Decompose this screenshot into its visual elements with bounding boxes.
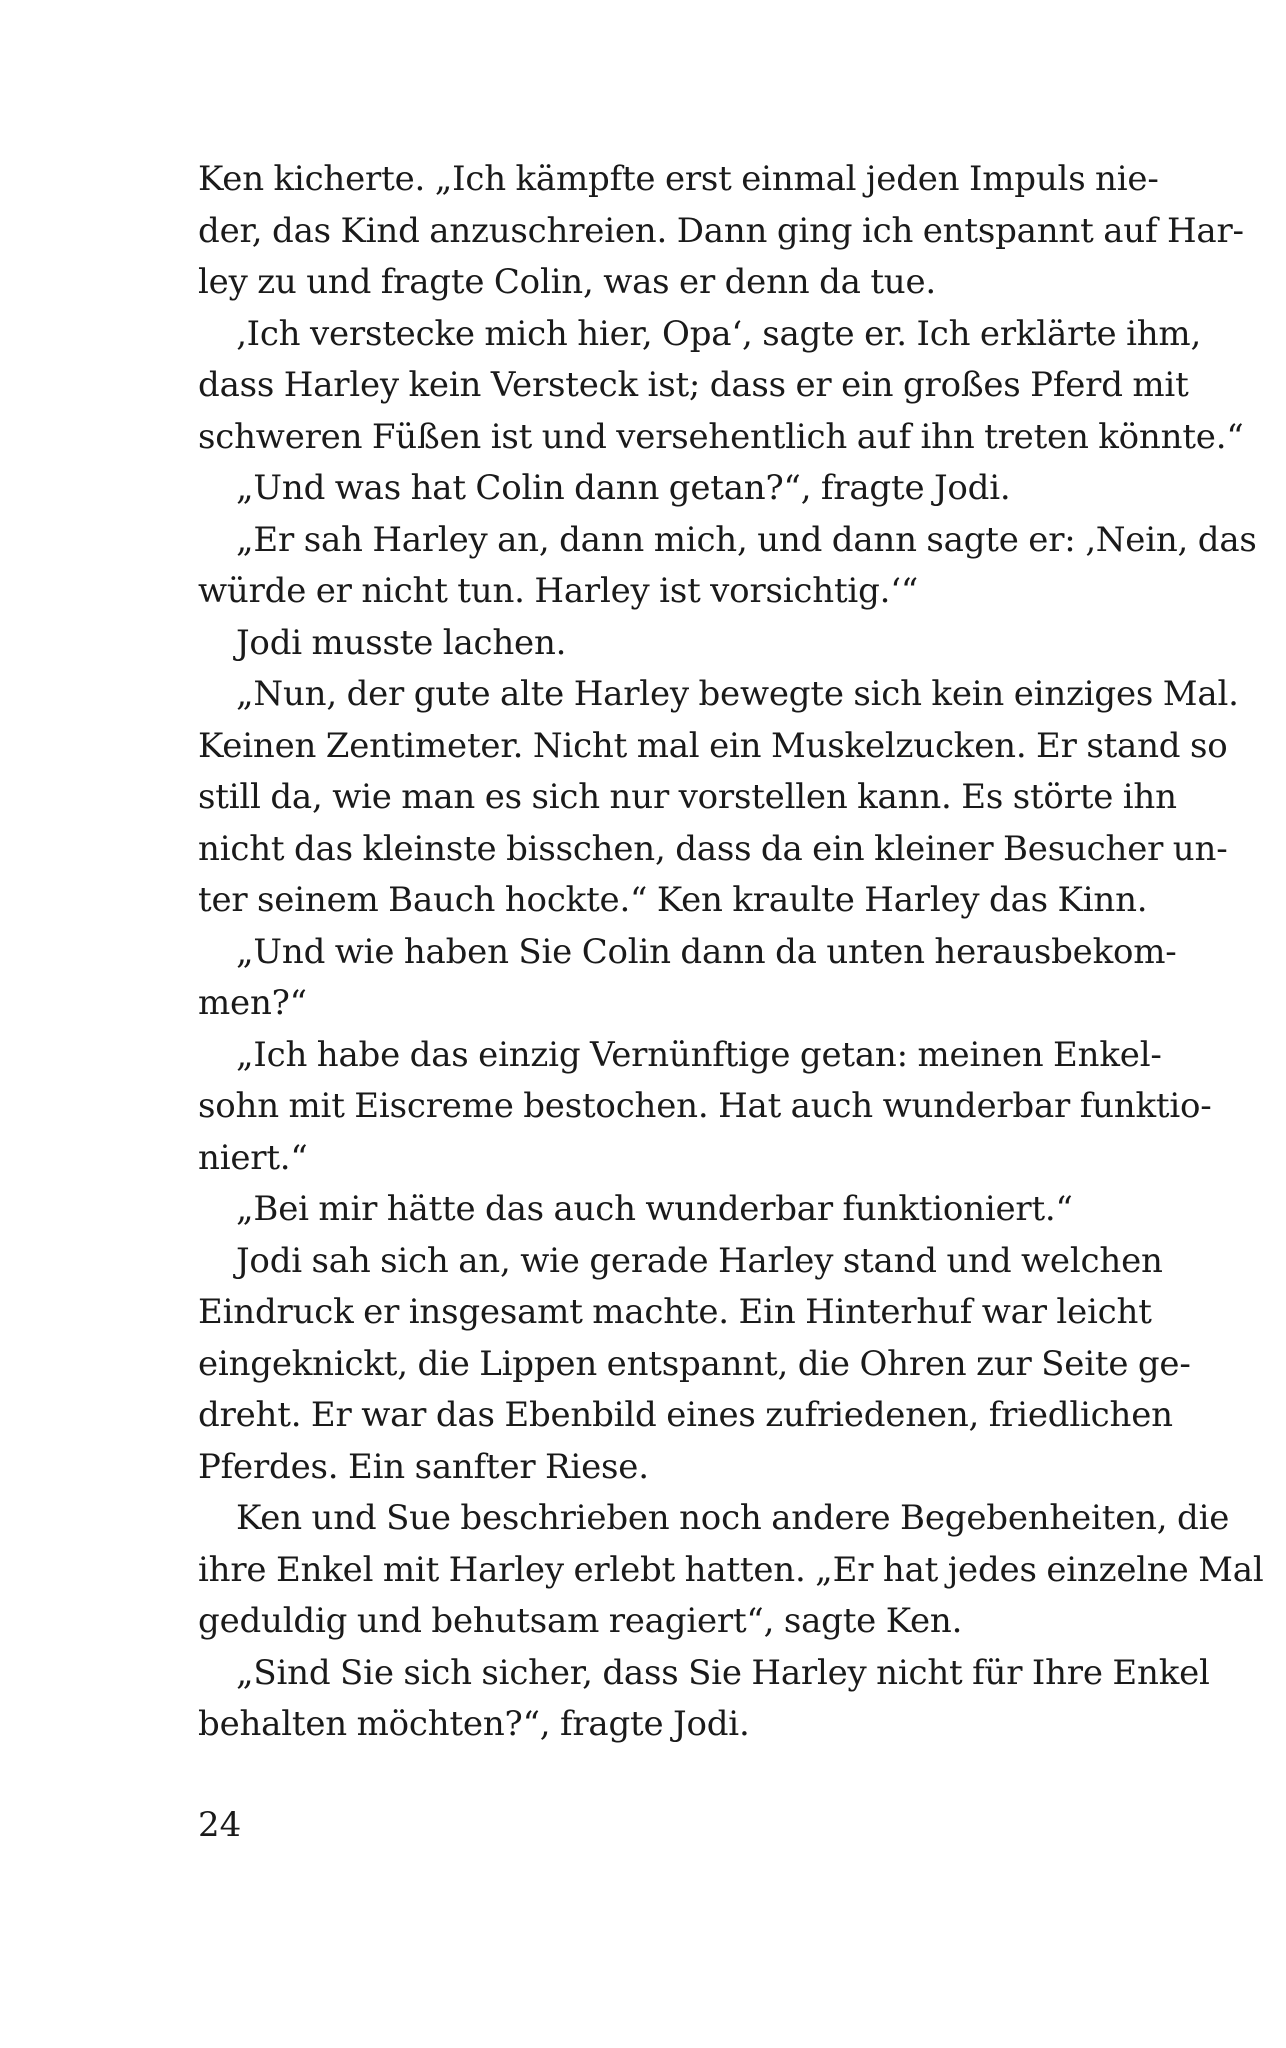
paragraph-11 bbox=[198, 1493, 1264, 1648]
text-line: Jodi musste lachen. bbox=[236, 622, 567, 663]
paragraph-1 bbox=[198, 154, 1244, 309]
text-line: „Nun, der gute alte Harley bewegte sich kein einziges Mal. bbox=[236, 674, 1239, 714]
paragraph-8 bbox=[198, 1030, 1212, 1185]
text-line: eingeknickt, die Lippen entspannt, die Ohren zur Seite ge- bbox=[198, 1343, 1191, 1384]
text-line: ‚Ich verstecke mich hier, Opa‘, sagte er. Ich erklärte ihm, bbox=[236, 313, 1202, 354]
paragraph-2 bbox=[198, 309, 1244, 464]
text-line: geduldig und behutsam reagiert“, sagte Ken. bbox=[198, 1601, 963, 1641]
text-line: Ken kicherte. „Ich kämpfte erst einmal jeden Impuls nie- bbox=[198, 159, 1159, 199]
text-line: niert.“ bbox=[198, 1137, 308, 1178]
paragraph-12 bbox=[198, 1648, 1210, 1751]
text-line: sohn mit Eiscreme bestochen. Hat auch wunderbar funktio- bbox=[198, 1086, 1212, 1126]
text-line: „Bei mir hätte das auch wunderbar funktioniert.“ bbox=[236, 1189, 1073, 1229]
text-line: „Und was hat Colin dann getan?“, fragte Jodi. bbox=[236, 468, 1011, 508]
text-line: Jodi sah sich an, wie gerade Harley stand und welchen bbox=[236, 1240, 1163, 1281]
text-line: still da, wie man es sich nur vorstellen kann. Es störte ihn bbox=[198, 777, 1177, 817]
text-line: „Ich habe das einzig Vernünftige getan: meinen Enkel- bbox=[236, 1034, 1162, 1075]
text-line: ihre Enkel mit Harley erlebt hatten. „Er hat jedes einzelne Mal bbox=[198, 1549, 1264, 1590]
text-line: Pferdes. Ein sanfter Riese. bbox=[198, 1446, 649, 1487]
text-line: ter seinem Bauch hockte.“ Ken kraulte Harley das Kinn. bbox=[198, 880, 1148, 920]
text-line: ley zu und fragte Colin, was er denn da tue. bbox=[198, 262, 937, 302]
text-line: dass Harley kein Versteck ist; dass er ein großes Pferd mit bbox=[198, 365, 1189, 405]
paragraph-6 bbox=[198, 669, 1239, 927]
paragraph-10 bbox=[198, 1236, 1191, 1494]
text-line: „Er sah Harley an, dann mich, und dann sagte er: ‚Nein, das bbox=[236, 519, 1257, 560]
text-line: dreht. Er war das Ebenbild eines zufriedenen, friedlichen bbox=[198, 1395, 1173, 1435]
text-line: nicht das kleinste bisschen, dass da ein kleiner Besucher un- bbox=[198, 828, 1228, 869]
text-line: behalten möchten?“, fragte Jodi. bbox=[198, 1704, 750, 1744]
body-text bbox=[198, 154, 1264, 1751]
paragraph-7 bbox=[198, 927, 1177, 1030]
text-line: würde er nicht tun. Harley ist vorsichtig.‘“ bbox=[198, 571, 919, 611]
paragraph-9 bbox=[198, 1184, 1098, 1236]
text-line: schweren Füßen ist und versehentlich auf ihn treten könnte.“ bbox=[198, 416, 1244, 457]
text-line: Ken und Sue beschrieben noch andere Begebenheiten, die bbox=[236, 1498, 1230, 1538]
text-line: der, das Kind anzuschreien. Dann ging ich entspannt auf Har- bbox=[198, 210, 1244, 251]
text-line: Eindruck er insgesamt machte. Ein Hinterhuf war leicht bbox=[198, 1292, 1152, 1332]
text-line: men?“ bbox=[198, 983, 307, 1023]
paragraph-5 bbox=[198, 618, 1098, 670]
page-number: 24 bbox=[198, 1805, 242, 1845]
paragraph-4 bbox=[198, 515, 1257, 618]
text-line: Keinen Zentimeter. Nicht mal ein Muskelzucken. Er stand so bbox=[198, 725, 1228, 766]
text-line: „Und wie haben Sie Colin dann da unten herausbekom- bbox=[236, 931, 1177, 972]
paragraph-3 bbox=[198, 463, 1098, 515]
text-line: „Sind Sie sich sicher, dass Sie Harley nicht für Ihre Enkel bbox=[236, 1652, 1210, 1693]
